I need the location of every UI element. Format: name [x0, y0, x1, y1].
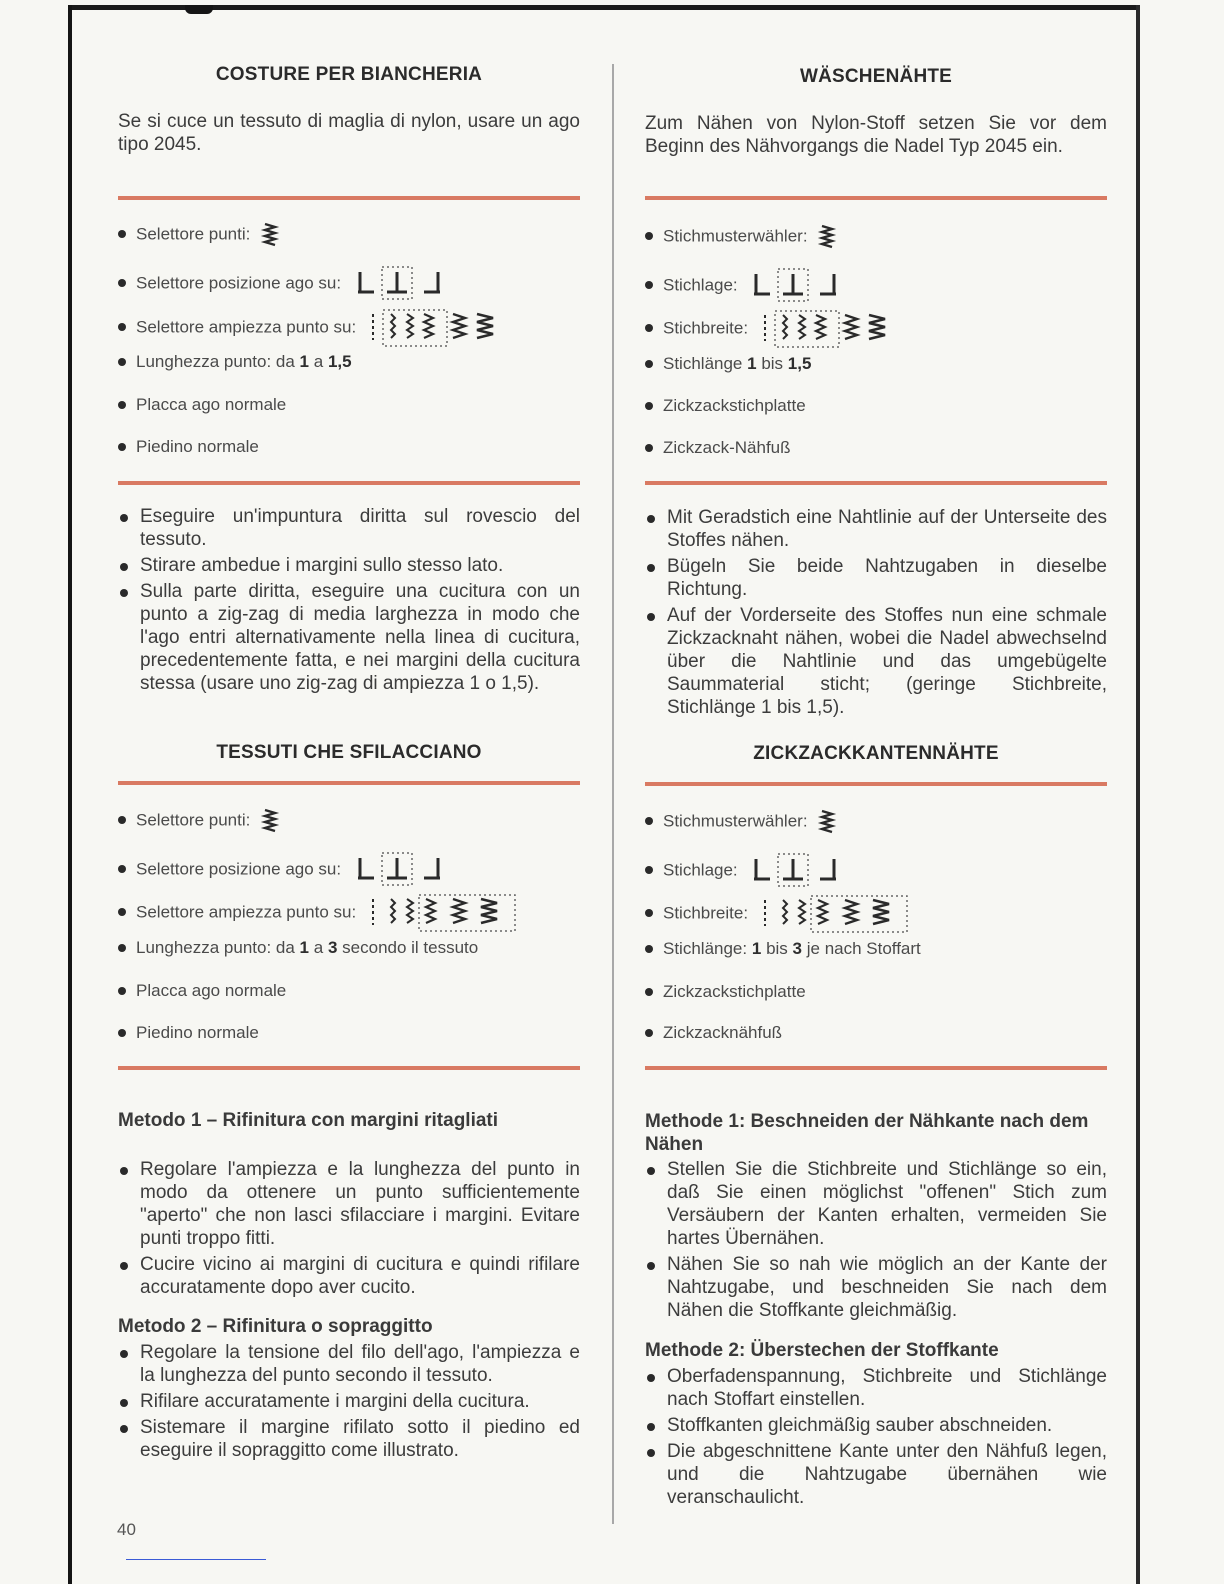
rule	[118, 481, 580, 485]
german-column	[645, 0, 1107, 1584]
italian-column	[118, 0, 580, 1584]
setting-presser-foot: Piedino normale	[118, 1021, 580, 1045]
setting-stitch-width: Selettore ampiezza punto su:	[118, 893, 580, 917]
setting-needle-position: Stichlage:	[645, 266, 1107, 290]
method-1-title: Metodo 1 – Rifinitura con margini ritagliati	[118, 1110, 499, 1131]
bullet	[118, 358, 126, 366]
bullet	[118, 816, 126, 824]
setting-needle-plate: Zickzackstichplatte	[645, 394, 1107, 418]
bullet	[645, 945, 653, 953]
bullet	[645, 866, 653, 874]
rule	[645, 1066, 1107, 1070]
setting-stitch-width: Stichbreite:	[645, 894, 1107, 918]
bullet	[645, 402, 653, 410]
page-frame-left	[68, 5, 72, 1584]
intro-paragraph: Se si cuce un tessuto di maglia di nylon, usare un ago tipo 2045.	[118, 111, 580, 155]
setting-needle-plate: Placca ago normale	[118, 979, 580, 1003]
bullet	[645, 817, 653, 825]
stitch-width-icons	[761, 894, 911, 934]
stitch-width-icons	[369, 893, 519, 933]
list-item: Stirare ambedue i margini sullo stesso lato.	[118, 554, 580, 577]
zigzag-stitch-icon	[263, 222, 277, 248]
column-divider	[612, 64, 614, 1524]
list-item: Sulla parte diritta, eseguire una cucitura con un punto a zig-zag di media larghezza in modo che l'ago entri alternativamente nella linea di cucitura, precedentemente fatta, e nei margini della cucitura stessa (usare uno zig-zag di ampiezza 1 o 1,5).	[118, 580, 580, 695]
list-item: Bügeln Sie beide Nahtzugaben in dieselbe Richtung.	[645, 555, 1107, 601]
method-1-title: Methode 1: Beschneiden der Nähkante nach dem Nähen	[645, 1111, 1089, 1155]
rule	[118, 1066, 580, 1070]
setting-needle-plate: Zickzackstichplatte	[645, 980, 1107, 1004]
needle-position-icons	[354, 850, 454, 890]
method-2-title: Methode 2: Überstechen der Stoffkante	[645, 1340, 999, 1361]
page-number: 40	[117, 1520, 136, 1539]
footer-line	[126, 1559, 266, 1560]
list-item: Mit Geradstich eine Nahtlinie auf der Unterseite des Stoffes nähen.	[645, 506, 1107, 552]
setting-presser-foot: Zickzacknähfuß	[645, 1021, 1107, 1045]
needle-position-icons	[354, 264, 454, 304]
bullet	[118, 987, 126, 995]
section-title: TESSUTI CHE SFILACCIANO	[216, 742, 482, 763]
section-title: WÄSCHENÄHTE	[799, 66, 953, 87]
setting-stitch-selector: Stichmusterwähler:	[645, 809, 1107, 833]
bullet	[645, 988, 653, 996]
zigzag-stitch-icon	[820, 224, 834, 250]
list-item: Die abgeschnittene Kante unter den Nähfuß legen, und die Nahtzugabe übernähen wie veranschaulicht.	[645, 1440, 1107, 1509]
setting-needle-position: Selettore posizione ago su:	[118, 850, 580, 874]
setting-presser-foot: Zickzack-Nähfuß	[645, 436, 1107, 460]
setting-stitch-length: Stichlänge 1 bis 1,5	[645, 352, 1107, 376]
section-title: ZICKZACKKANTENNÄHTE	[753, 743, 999, 764]
page-frame-right	[1136, 5, 1140, 1584]
method-2-title: Metodo 2 – Rifinitura o sopraggitto	[118, 1316, 433, 1337]
bullet	[645, 444, 653, 452]
list-item: Stellen Sie die Stichbreite und Stichlänge so ein, daß Sie einen möglichst "offenen" Stich zum Versäubern der Kanten erhalten, vermeiden Sie hartes Übernähen.	[645, 1158, 1107, 1250]
list-item: Rifilare accuratamente i margini della cucitura.	[118, 1390, 580, 1413]
needle-position-icons	[750, 266, 850, 306]
method-2-steps	[645, 1365, 1107, 1512]
list-item: Stoffkanten gleichmäßig sauber abschneiden.	[645, 1414, 1107, 1437]
rule	[645, 782, 1107, 786]
setting-needle-position: Selettore posizione ago su:	[118, 264, 580, 288]
bullet	[118, 443, 126, 451]
rule	[118, 781, 580, 785]
setting-stitch-width: Stichbreite:	[645, 309, 1107, 333]
zigzag-stitch-icon	[820, 809, 834, 835]
setting-stitch-length: Lunghezza punto: da 1 a 1,5	[118, 350, 580, 374]
bullet	[645, 360, 653, 368]
setting-stitch-selector: Stichmusterwähler:	[645, 224, 1107, 248]
bullet	[118, 401, 126, 409]
bullet	[118, 279, 126, 287]
list-item: Sistemare il margine rifilato sotto il piedino ed eseguire il sopraggitto come illustrato.	[118, 1416, 580, 1462]
bullet	[118, 230, 126, 238]
list-item: Cucire vicino ai margini di cucitura e quindi rifilare accuratamente dopo aver cucito.	[118, 1253, 580, 1299]
setting-stitch-selector: Selettore punti:	[118, 808, 580, 832]
setting-needle-position: Stichlage:	[645, 851, 1107, 875]
bullet	[118, 323, 126, 331]
list-item: Oberfadenspannung, Stichbreite und Stichlänge nach Stoffart einstellen.	[645, 1365, 1107, 1411]
needle-position-icons	[750, 851, 850, 891]
setting-stitch-length: Stichlänge: 1 bis 3 je nach Stoffart	[645, 937, 1107, 961]
bullet	[645, 1029, 653, 1037]
method-1-steps	[645, 1158, 1107, 1325]
list-item: Nähen Sie so nah wie möglich an der Kante der Nahtzugabe, und beschneiden Sie nach dem Nähen die Stoffkante gleichmäßig.	[645, 1253, 1107, 1322]
rule	[118, 196, 580, 200]
method-2-steps	[118, 1341, 580, 1465]
stitch-width-icons	[369, 308, 519, 348]
zigzag-stitch-icon	[263, 808, 277, 834]
list-item: Eseguire un'impuntura diritta sul rovescio del tessuto.	[118, 505, 580, 551]
list-item: Auf der Vorderseite des Stoffes nun eine schmale Zickzacknaht nähen, wobei die Nadel abwechselnd über die Nahtlinie und das umgebügelte Saummaterial sticht; (geringe Stichbreite, Stichlänge 1 bis 1,5).	[645, 604, 1107, 719]
bullet	[118, 908, 126, 916]
setting-presser-foot: Piedino normale	[118, 435, 580, 459]
bullet	[645, 232, 653, 240]
setting-stitch-selector: Selettore punti:	[118, 222, 580, 246]
setting-stitch-width: Selettore ampiezza punto su:	[118, 308, 580, 332]
bullet	[118, 944, 126, 952]
list-item: Regolare l'ampiezza e la lunghezza del punto in modo da ottenere un punto sufficientemente "aperto" che non lasci sfilacciare i margini. Evitare punti troppo fitti.	[118, 1158, 580, 1250]
bullet	[645, 909, 653, 917]
rule	[645, 196, 1107, 200]
intro-paragraph: Zum Nähen von Nylon-Stoff setzen Sie vor dem Beginn des Nähvorgangs die Nadel Typ 2045 ein.	[645, 113, 1107, 157]
steps-list	[118, 505, 580, 698]
section-title: COSTURE PER BIANCHERIA	[215, 64, 483, 85]
steps-list	[645, 506, 1107, 722]
method-1-steps	[118, 1158, 580, 1302]
bullet	[645, 281, 653, 289]
bullet	[645, 324, 653, 332]
bullet	[118, 1029, 126, 1037]
setting-needle-plate: Placca ago normale	[118, 393, 580, 417]
stitch-width-icons	[761, 309, 911, 349]
bullet	[118, 865, 126, 873]
rule	[645, 481, 1107, 485]
list-item: Regolare la tensione del filo dell'ago, l'ampiezza e la lunghezza del punto secondo il tessuto.	[118, 1341, 580, 1387]
setting-stitch-length: Lunghezza punto: da 1 a 3 secondo il tessuto	[118, 936, 580, 960]
